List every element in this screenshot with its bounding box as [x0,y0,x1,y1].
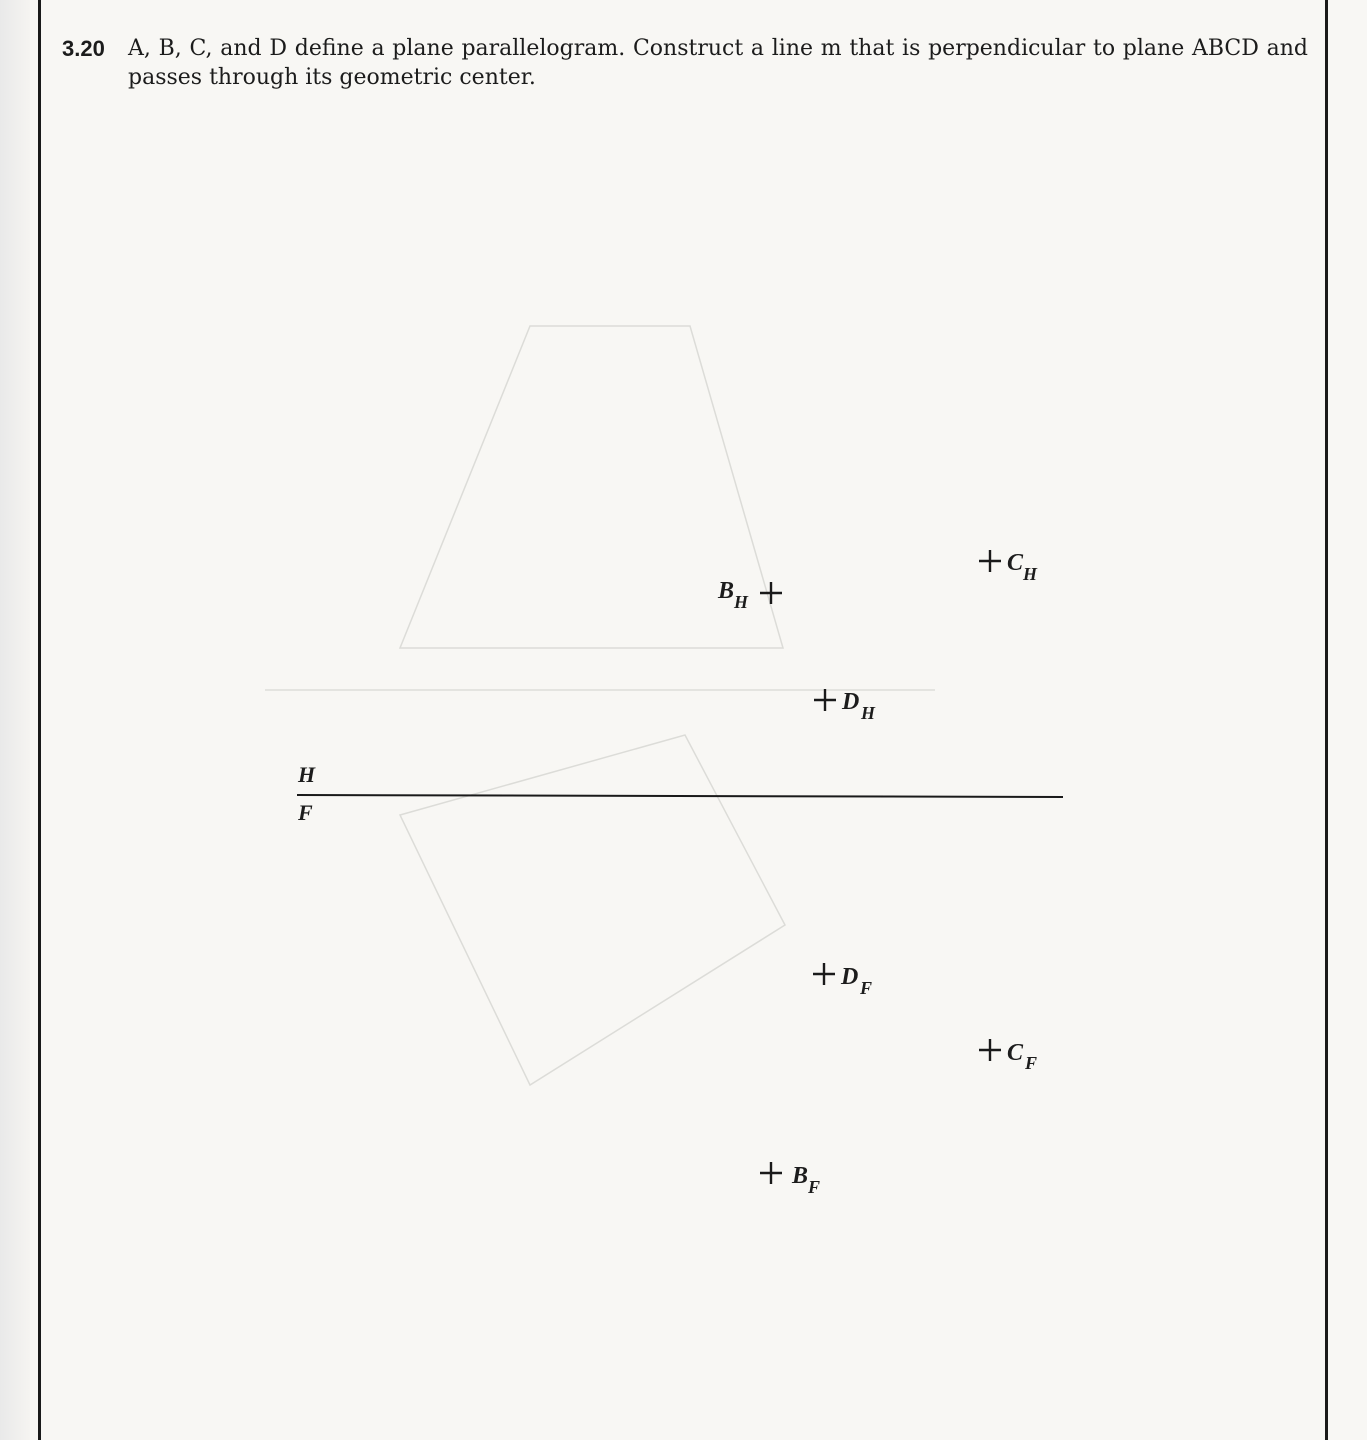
point-marker [760,1162,782,1184]
point-marker [760,582,782,604]
point-label-subscript: H [861,703,876,723]
point-c-h [979,550,1038,584]
point-label-letter: D [841,964,859,990]
problem-number: 3.20 [62,36,105,61]
ghost-quadrilateral [400,735,785,1085]
point-marker [979,550,1001,572]
point-b-h [717,578,782,612]
point-d-h [814,689,876,723]
fold-line [297,795,1063,797]
point-label-letter: B [718,578,735,604]
fold-label-f: F [298,800,313,825]
point-label-subscript: F [1025,1053,1038,1073]
point-label-subscript: F [860,978,873,998]
point-c-f [979,1039,1037,1073]
point-label-letter: B [792,1163,809,1189]
point-label-letter: D [842,689,860,715]
problem-text: A, B, C, and D define a plane parallelogram. Construct a line m that is perpendicular to plane ABCD and passes through its geometric center. [128,36,1308,90]
point-marker [814,689,836,711]
point-marker [979,1039,1001,1061]
point-b-f [760,1162,820,1197]
point-label-subscript: H [1023,564,1038,584]
point-label-letter: C [1007,1040,1024,1066]
fold-label-h: H [298,762,316,787]
point-label-letter: C [1007,550,1024,576]
point-label-subscript: F [808,1177,821,1197]
point-d-f [813,963,872,998]
point-label-subscript: H [734,592,749,612]
point-marker [813,963,835,985]
